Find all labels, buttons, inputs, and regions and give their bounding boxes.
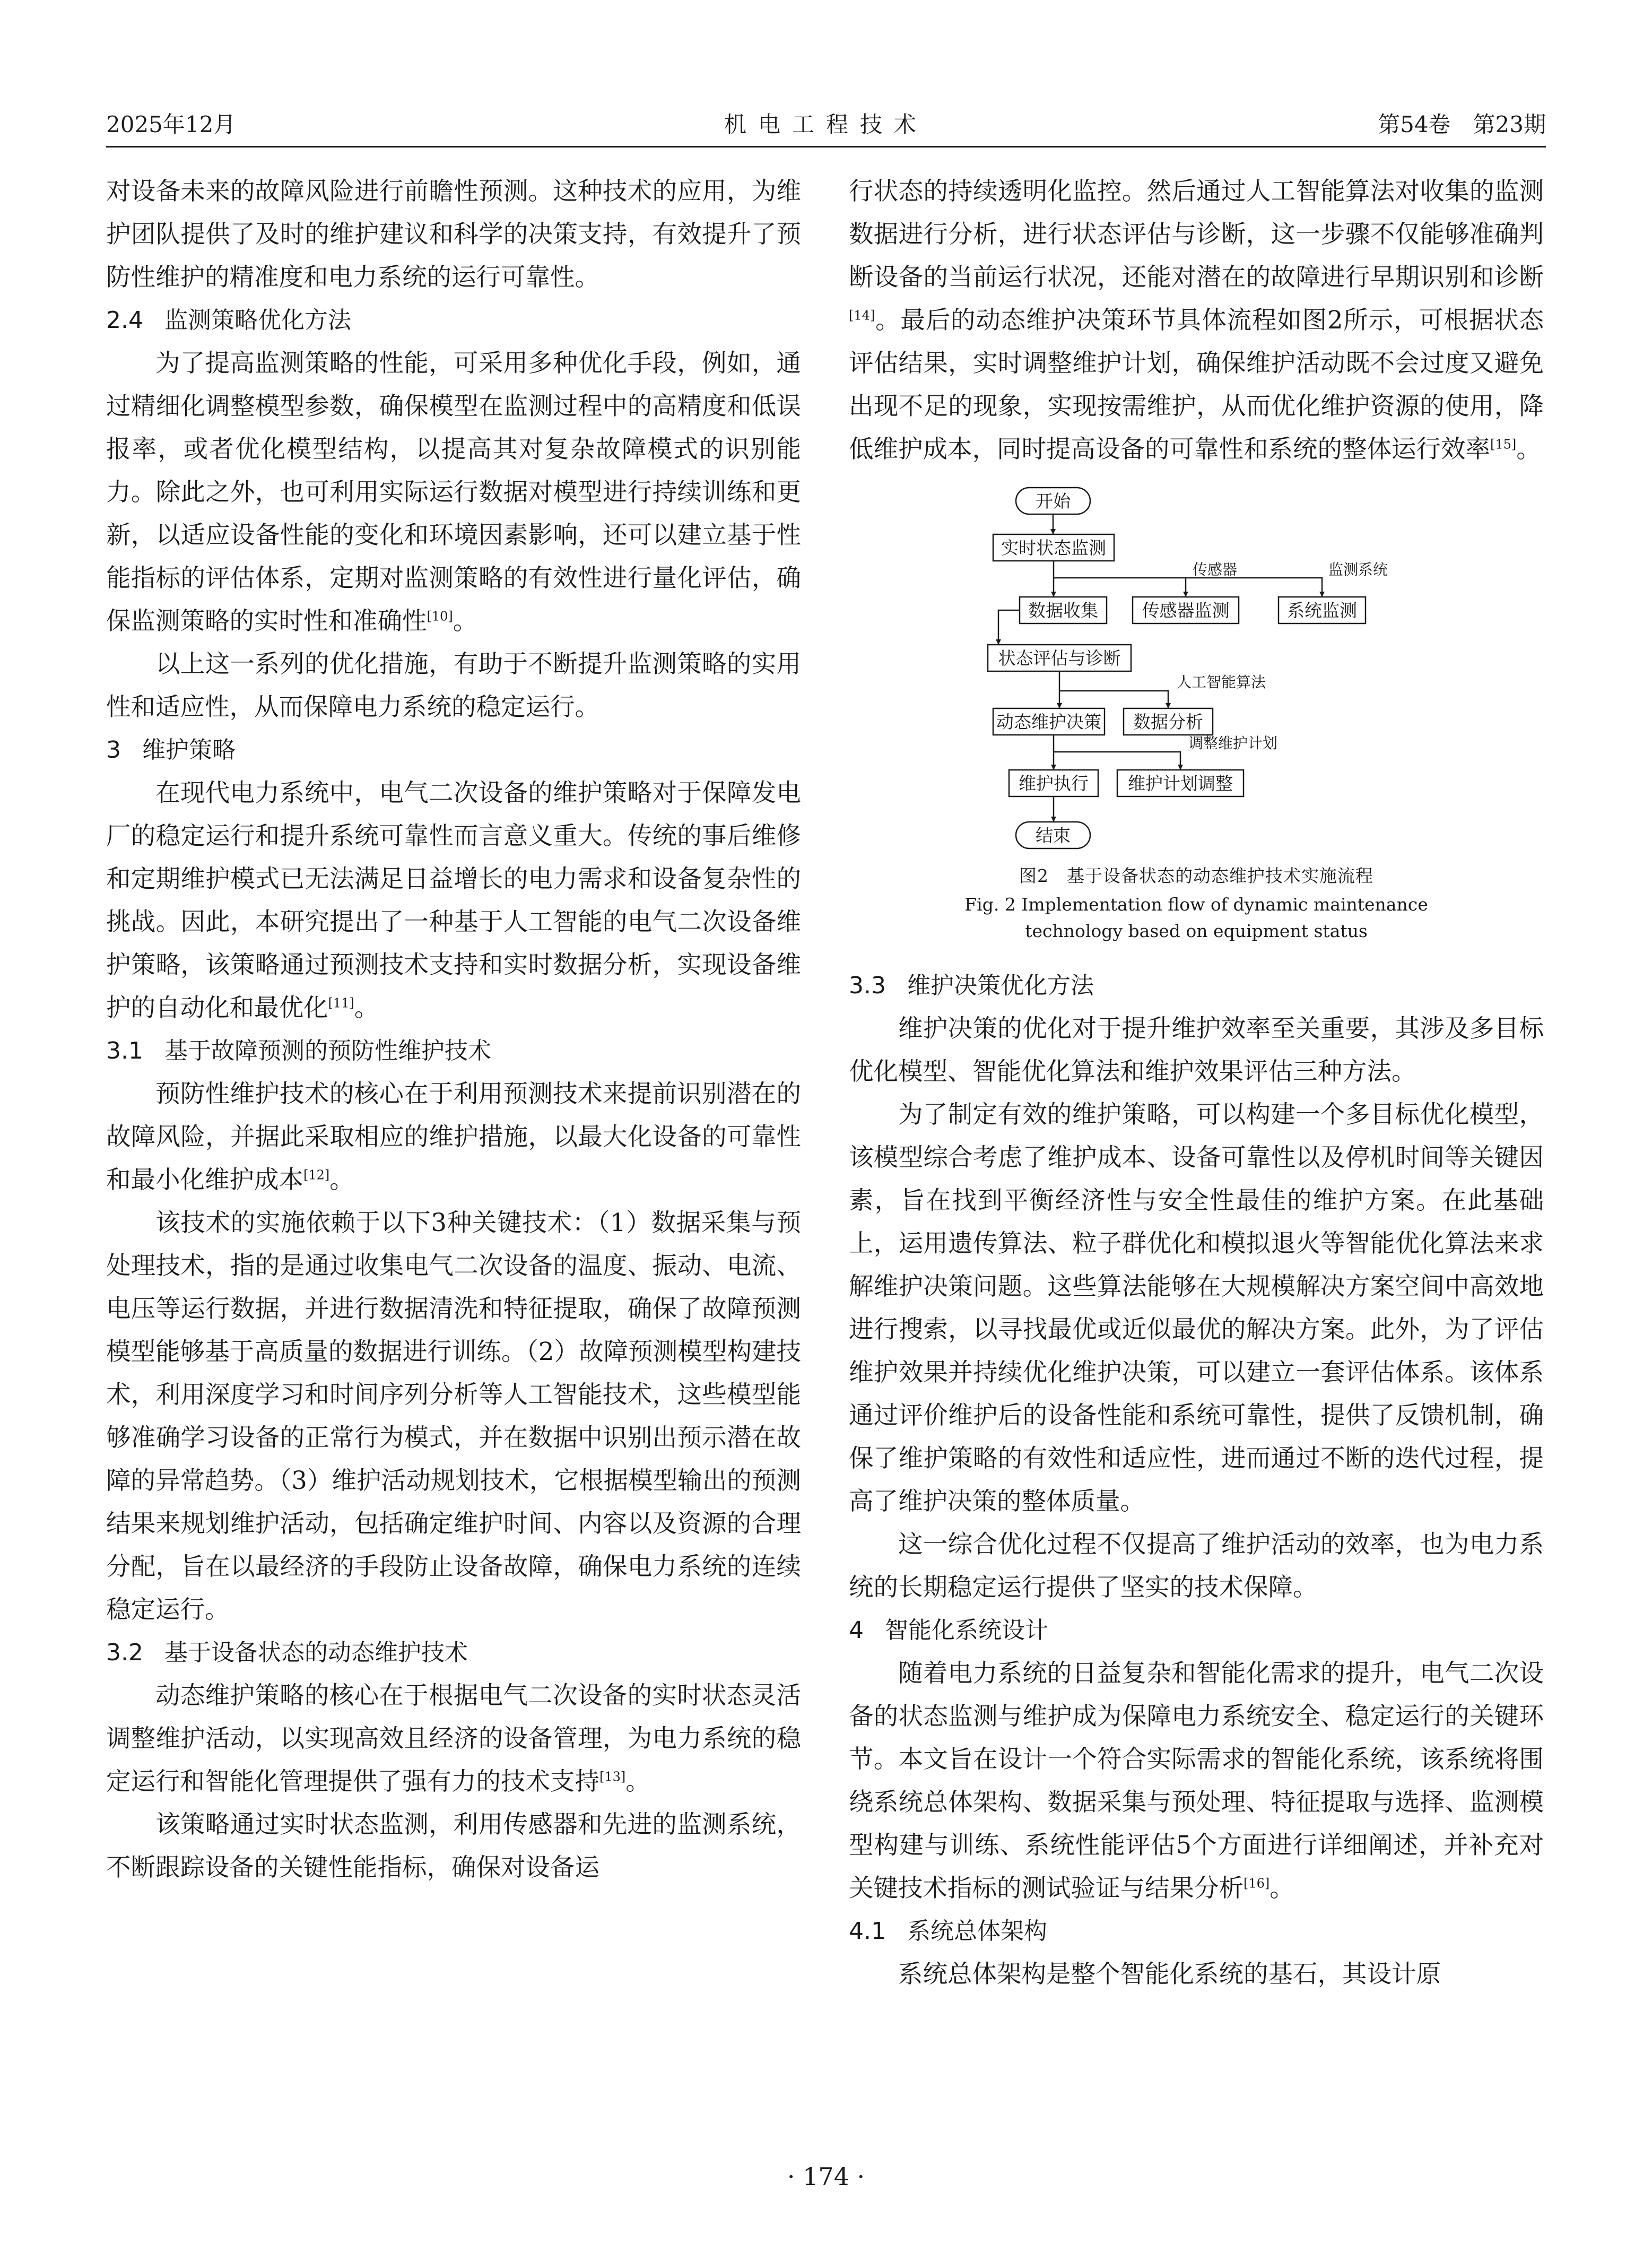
citation: [15] xyxy=(1490,437,1517,452)
paragraph-continued: 行状态的持续透明化监控。然后通过人工智能算法对收集的监测数据进行分析，进行状态评估与诊断，这一步骤不仅能够准确判断设备的当前运行状况，还能对潜在的故障进行早期识别和诊断[14]。最后的动态维护决策环节具体流程如图2所示，可根据状态评估结果，实时调整维护计划，确保维护活动既不会过度又避免出现不足的现象，实现按需维护，从而优化维护资源的使用，降低维护成本，同时提高设备的可靠性和系统的整体运行效率[15]。 xyxy=(849,177,1544,463)
header-volume-issue: 第54卷 第23期 xyxy=(1378,111,1546,137)
flow-label-ai-algorithm: 人工智能算法 xyxy=(1177,673,1266,691)
section-number: 4 xyxy=(849,1617,864,1644)
figure-2-flowchart xyxy=(849,481,1544,1017)
section-title: 基于设备状态的动态维护技术 xyxy=(164,1639,468,1666)
flow-text-realtime-monitor: 实时状态监测 xyxy=(1001,538,1106,558)
section-heading-3 xyxy=(106,729,801,772)
paragraph: 在现代电力系统中，电气二次设备的维护策略对于保障发电厂的稳定运行和提升系统可靠性而言意义重大。传统的事后维修和定期维护模式已无法满足日益增长的电力需求和设备复杂性的挑战。因此，本研究提出了一种基于人工智能的电气二次设备维护策略，该策略通过预测技术支持和实时数据分析，实现设备维护的自动化和最优化[11]。 xyxy=(106,778,801,1022)
flow-label-adjust-plan: 调整维护计划 xyxy=(1188,734,1278,752)
section-number: 3.1 xyxy=(106,1037,143,1064)
citation: [13] xyxy=(599,1769,626,1784)
header-journal-title: 机电工程技术 xyxy=(724,111,928,137)
flow-text-start: 开始 xyxy=(1036,491,1071,512)
paragraph: 系统总体架构是整个智能化系统的基石，其设计原 xyxy=(898,1960,1441,1988)
figure-caption-en-line-2: technology based on equipment status xyxy=(1025,921,1368,941)
flow-text-data-collect: 数据收集 xyxy=(1028,600,1098,621)
section-heading-4 xyxy=(849,1609,1544,1652)
citation: [12] xyxy=(303,1167,330,1183)
right-column xyxy=(849,170,1544,1996)
section-title: 维护策略 xyxy=(142,736,236,764)
section-title: 维护决策优化方法 xyxy=(907,972,1094,999)
section-heading-3-1 xyxy=(106,1029,801,1072)
section-number: 3 xyxy=(106,736,121,764)
paragraph: 以上这一系列的优化措施，有助于不断提升监测策略的实用性和适应性，从而保障电力系统的稳定运行。 xyxy=(106,649,801,721)
paragraph: 为了制定有效的维护策略，可以构建一个多目标优化模型，该模型综合考虑了维护成本、设备可靠性以及停机时间等关键因素，旨在找到平衡经济性与安全性最佳的维护方案。在此基础上，运用遗传算法、粒子群优化和模拟退火等智能优化算法来求解维护决策问题。这些算法能够在大规模解决方案空间中高效地进行搜索，以寻找最优或近似最优的解决方案。此外，为了评估维护效果并持续优化维护决策，可以建立一套评估体系。该体系通过评价维护后的设备性能和系统可靠性，提供了反馈机制，确保了维护策略的有效性和适应性，进而通过不断的迭代过程，提高了维护决策的整体质量。 xyxy=(849,1100,1544,1515)
paragraph: 预防性维护技术的核心在于利用预测技术来提前识别潜在的故障风险，并据此采取相应的维护措施，以最大化设备的可靠性和最小化维护成本[12]。 xyxy=(106,1079,801,1194)
flow-text-system-monitor: 系统监测 xyxy=(1287,600,1357,621)
figure-caption-cn: 图2 基于设备状态的动态维护技术实施流程 xyxy=(1019,865,1373,886)
paragraph: 该策略通过实时状态监测，利用传感器和先进的监测系统，不断跟踪设备的关键性能指标，确保对设备运 xyxy=(106,1810,801,1882)
citation: [14] xyxy=(849,308,875,323)
flow-text-data-analysis: 数据分析 xyxy=(1133,712,1203,732)
paragraph: 为了提高监测策略的性能，可采用多种优化手段，例如，通过精细化调整模型参数，确保模型在监测过程中的高精度和低误报率，或者优化模型结构，以提高其对复杂故障模式的识别能力。除此之外，也可利用实际运行数据对模型进行持续训练和更新，以适应设备性能的变化和环境因素影响，还可以建立基于性能指标的评估体系，定期对监测策略的有效性进行量化评估，确保监测策略的实时性和准确性[10]。 xyxy=(106,349,801,635)
left-column xyxy=(106,170,801,1889)
section-heading-2-4 xyxy=(106,299,801,342)
section-title: 系统总体架构 xyxy=(907,1918,1047,1945)
figure-caption-en-line-1: Fig. 2 Implementation flow of dynamic maintenance xyxy=(964,894,1428,915)
page-number: · 174 · xyxy=(787,2162,865,2191)
section-number: 3.3 xyxy=(849,972,886,999)
paragraph-intro: 对设备未来的故障风险进行前瞻性预测。这种技术的应用，为维护团队提供了及时的维护建议和科学的决策支持，有效提升了预防性维护的精准度和电力系统的运行可靠性。 xyxy=(106,177,801,291)
running-header xyxy=(106,109,1546,151)
paragraph: 这一综合优化过程不仅提高了维护活动的效率，也为电力系统的长期稳定运行提供了坚实的技术保障。 xyxy=(849,1530,1544,1601)
flow-text-end: 结束 xyxy=(1036,825,1071,846)
section-heading-3-2 xyxy=(106,1631,801,1674)
header-rule xyxy=(106,146,1546,148)
flow-text-execute: 维护执行 xyxy=(1019,773,1089,794)
paragraph: 该技术的实施依赖于以下3种关键技术：（1）数据采集与预处理技术，指的是通过收集电气二次设备的温度、振动、电流、电压等运行数据，并进行数据清洗和特征提取，确保了故障预测模型能够基于高质量的数据进行训练。（2）故障预测模型构建技术，利用深度学习和时间序列分析等人工智能技术，这些模型能够准确学习设备的正常行为模式，并在数据中识别出预示潜在故障的异常趋势。（3）维护活动规划技术，它根据模型输出的预测结果来规划维护活动，包括确定维护时间、内容以及资源的合理分配，旨在以最经济的手段防止设备故障，确保电力系统的连续稳定运行。 xyxy=(106,1208,801,1624)
flow-text-dynamic-decision: 动态维护决策 xyxy=(996,712,1101,732)
flow-text-sensor-monitor: 传感器监测 xyxy=(1142,600,1230,621)
flow-text-assess-diagnose: 状态评估与诊断 xyxy=(998,648,1121,669)
section-title: 基于故障预测的预防性维护技术 xyxy=(164,1037,491,1064)
section-number: 4.1 xyxy=(849,1918,886,1945)
paragraph: 维护决策的优化对于提升维护效率至关重要，其涉及多目标优化模型、智能优化算法和维护效果评估三种方法。 xyxy=(849,1014,1544,1086)
flow-text-plan-adjust: 维护计划调整 xyxy=(1128,773,1233,794)
section-number: 2.4 xyxy=(106,307,143,334)
flow-label-monitor-system: 监测系统 xyxy=(1328,561,1388,578)
section-number: 3.2 xyxy=(106,1639,143,1666)
citation: [11] xyxy=(328,995,354,1011)
section-title: 监测策略优化方法 xyxy=(164,307,351,334)
citation: [10] xyxy=(427,609,453,624)
paragraph: 随着电力系统的日益复杂和智能化需求的提升，电气二次设备的状态监测与维护成为保障电力系统安全、稳定运行的关键环节。本文旨在设计一个符合实际需求的智能化系统，该系统将围绕系统总体架构、数据采集与预处理、特征提取与选择、监测模型构建与训练、系统性能评估5个方面进行详细阐述，并补充对关键技术指标的测试验证与结果分析[16]。 xyxy=(849,1659,1544,1902)
paragraph: 动态维护策略的核心在于根据电气二次设备的实时状态灵活调整维护活动，以实现高效且经济的设备管理，为电力系统的稳定运行和智能化管理提供了强有力的技术支持[13]。 xyxy=(106,1681,801,1796)
section-heading-4-1 xyxy=(849,1910,1544,1953)
section-title: 智能化系统设计 xyxy=(885,1617,1048,1644)
flow-label-sensor: 传感器 xyxy=(1193,561,1238,578)
header-date: 2025年12月 xyxy=(106,111,236,137)
citation: [16] xyxy=(1244,1876,1270,1891)
